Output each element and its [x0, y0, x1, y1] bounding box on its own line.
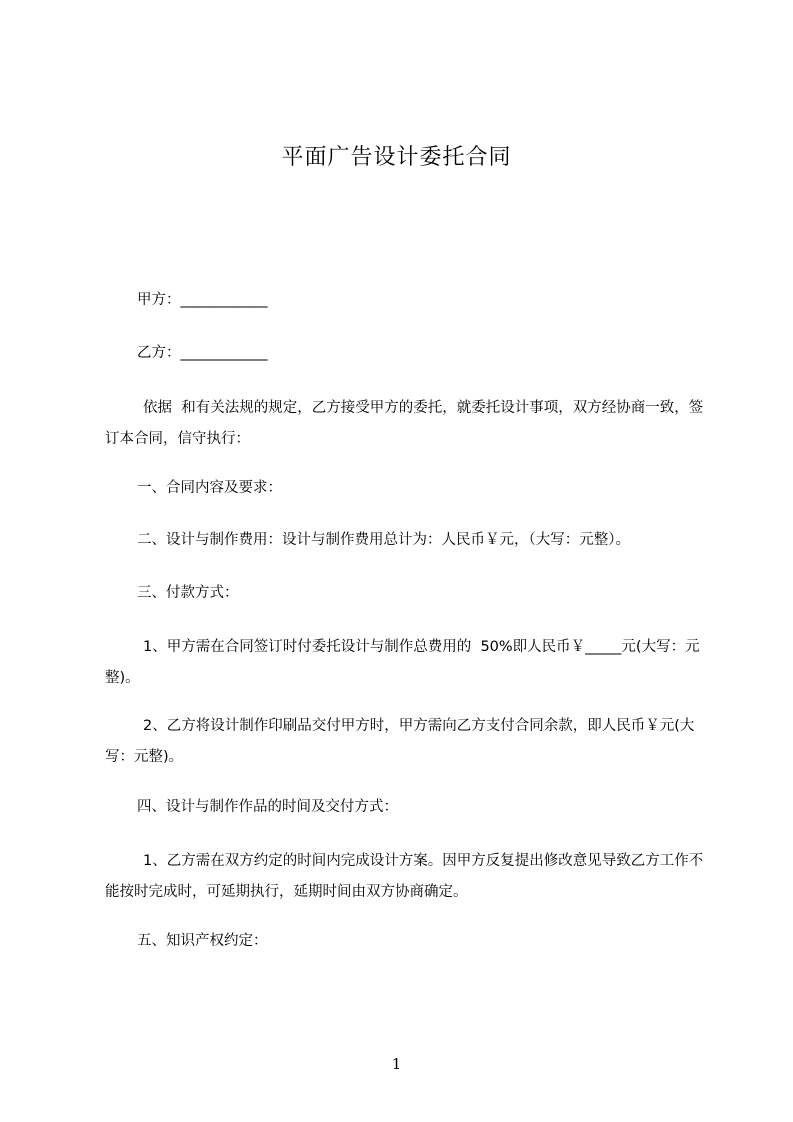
preamble-paragraph: 依据 和有关法规的规定，乙方接受甲方的委托，就委托设计事项，双方经协商一致，签订本合同，信守执行：: [105, 400, 704, 447]
section-heading-delivery: 四、设计与制作作品的时间及交付方式：: [137, 799, 398, 815]
section-heading-payment: 三、付款方式：: [137, 585, 239, 601]
payment-clause-2: 2、乙方将设计制作印刷品交付甲方时，甲方需向乙方支付合同余款，即人民币￥元(大写：元整)。: [105, 718, 695, 765]
section-heading-fees: 二、设计与制作费用：设计与制作费用总计为：人民币￥元，（大写：元整）。: [137, 532, 630, 548]
page-number: 1: [391, 1055, 402, 1073]
document-title: 平面广告设计委托合同: [281, 145, 512, 170]
party-a-line: 甲方：____________: [137, 292, 268, 308]
delivery-clause-1: 1、乙方需在双方约定的时间内完成设计方案。因甲方反复提出修改意见导致乙方工作不能按时完成时，可延期执行，延期时间由双方协商确定。: [105, 853, 704, 900]
party-b-line: 乙方：____________: [137, 345, 268, 361]
payment-clause-1: 1、甲方需在合同签订时付委托设计与制作总费用的 50%即人民币￥_____元(大写：元整)。: [105, 639, 700, 686]
section-heading-ip: 五、知识产权约定：: [137, 933, 268, 949]
section-heading-contract-content: 一、合同内容及要求：: [137, 480, 282, 496]
